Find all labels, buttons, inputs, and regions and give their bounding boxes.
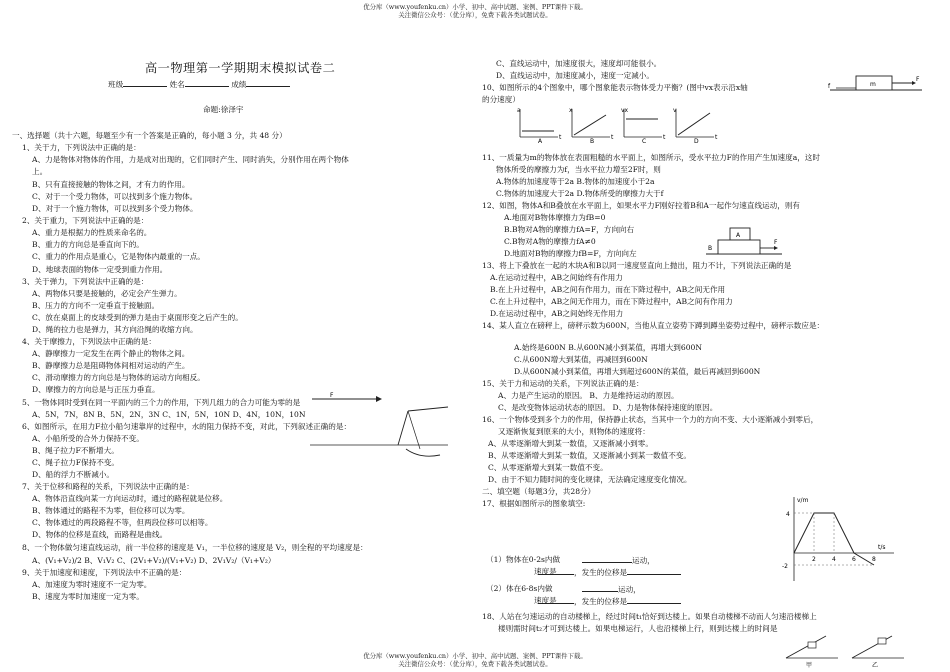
q17-disp-1: ，发生的位移是 [574,568,628,577]
left-text-line: 5、一物体同时受到在同一平面内的三个力的作用，下列几组力的合力可能为零的是 [22,398,301,407]
left-text-line: A、两物体只要是接触的，必定会产生弹力。 [32,289,182,298]
left-text-line: B、压力的方向不一定垂直于接触面。 [32,301,160,310]
name-blank [185,79,229,87]
right-text-line: 16、一个物体受到多个力的作用，保持静止状态，当其中一个力的方向不变、大小逐渐减小到零后， [482,415,819,424]
right-text-line: D.从600N减小到某值，再增大到超过600N的某值，最后再减回到600N [514,367,761,376]
q6-rope [408,411,420,449]
student-info-line [108,79,290,90]
right-text-line: D、直线运动中，加速度减小，速度一定减小。 [496,71,654,80]
right-text-line: 18、人站在匀速运动的自动楼梯上，经过时间t₁恰好到达楼上。如果自动楼梯不动而人匀速沿楼梯上 [482,612,817,621]
class-blank [123,79,167,87]
right-text-line: 速度是 [534,596,557,605]
q17-vt-graph [782,493,900,585]
right-text-line: 12、如图，物体A和B叠放在水平面上，如果水平力F刚好拉着B和A一起作匀速直线运动，则有 [482,201,801,210]
left-text-line: A、小船所受的合外力保持不变。 [32,434,144,443]
q10-b-axis: x [569,107,573,114]
q10-graph-b [569,107,614,145]
q17-ytick-neg2: -2 [782,563,788,570]
q17-xtick-4: 4 [832,556,836,563]
q18-left-label: 甲 [806,662,813,669]
left-text-line: 2、关于重力，下列说法中正确的是： [22,216,149,225]
right-text-line: C、直线运动中，加速度很大，速度却可能很小。 [496,59,662,68]
left-text-line: A、(V₁+V₂)/2 B、V₁V₂ C、(2V₁+V₂)/(V₁+V₂) D、2V₁V₂/（V₁+V₂） [32,556,276,565]
q10-d-axis: v [673,107,677,114]
left-text-line: A、物体沿直线向某一方向运动时，通过的路程就是位移。 [32,494,228,503]
header-line-2: 关注微信公众号：（优分库），免费下载各类试题试卷。 [398,11,552,20]
right-text-line: 速度是 [534,567,557,576]
left-text-line: 4、关于摩擦力，下列说法中正确的是： [22,337,156,346]
left-text-line: B、绳子拉力F不断增大。 [32,446,119,455]
right-text-line: C、是改变物体运动状态的原因。 D、力是物体保持速度的原因。 [498,403,718,412]
left-text-line: C、重力的作用点是重心，它是物体内最重的一点。 [32,252,205,261]
q6-force-label: F [330,392,334,399]
right-text-line: 物体所受的摩擦力为f，当水平拉力增至2F时，则 [496,165,661,174]
q17-motion-1: 运动， [632,556,655,565]
right-text-line: C、从零逐渐增大到某一数值不变。 [488,463,608,472]
exam-author: 命题:徐泽宇 [203,105,244,114]
left-text-line: B、只有直接接触的物体之间，才有力的作用。 [32,180,190,189]
right-text-line: 15、关于力和运动的关系，下列说法正确的是： [482,379,644,388]
q12-b-label: B [708,245,713,252]
q6-bank [398,411,408,445]
left-text-line: D、绳的拉力也是弹力，其方向沿绳的收缩方向。 [32,325,198,334]
left-text-line: A、5N，7N，8N B、5N，2N，3N C、1N，5N，10N D、4N，10N，10N [32,410,306,419]
left-text-line: B、重力的方向总是垂直向下的。 [32,240,144,249]
q10-graph-c [621,107,666,145]
left-text-line: 9、关于加速度和速度，下列说法中不正确的是： [22,568,187,577]
left-text-line: D、物体的位移是直线，而路程是曲线。 [32,530,168,539]
q12-a-label: A [736,232,741,239]
left-text-line: 8、一个物体做匀速直线运动，前一半位移的速度是 V₁，一半位移的速度是 V₂，则全程的平均速度是： [22,543,368,552]
right-text-line: A、从零逐渐增大到某一数值，又逐渐减小到零。 [488,439,653,448]
q17-blank-2 [538,567,681,578]
left-text-line: A、力是物体对物体的作用，力是成对出现的，它们同时产生、同时消失，分别作用在两个物体 [32,155,349,164]
right-text-line: C.在上升过程中，AB之间无作用力，而在下降过程中，AB之间有作用力 [490,297,733,306]
left-text-line: C、对于一个受力物体，可以找到多个施力物体。 [32,192,198,201]
right-text-line: 又逐渐恢复到原来的大小，则物体的速度将： [498,427,650,436]
q10-label-c: C [642,138,647,145]
left-text-line: C、绳子拉力F保持不变。 [32,458,120,467]
class-label: 班级 [108,80,124,89]
page-footer [0,652,950,669]
right-text-line: 13、将上下叠放在一起的木块A和B以同一速度竖直向上抛出，阻力不计，下列说法正确的是 [482,261,792,270]
q12-force-label: F [774,239,778,246]
q6-shore [408,407,448,411]
page-header [0,3,950,20]
q17-xlabel: t/s [878,544,886,551]
q17-motion-2: 运动， [618,585,641,594]
header-line-1: 优分库（www.youfenku.cn）小学、初中、高中试题、案例、PPT课件下载。 [363,3,587,11]
q17-ytick-4: 4 [786,511,790,518]
right-text-line: D、由于不知力随时间的变化规律，无法确定速度变化情况。 [488,475,692,484]
q10-d-t: t [715,134,718,141]
q17-blank-4 [538,596,681,607]
exam-title: 高一物理第一学期期末模拟试卷二 [145,61,336,75]
right-text-line: A.始终是600N B.从600N减小到某值，再增大到600N [514,343,703,352]
right-text-line: C.物体的加速度大于2a D.物体所受的摩擦力大于f [496,189,664,198]
q10-label-d: D [694,138,699,145]
right-text-line: （1）物体在0-2s内做 [486,555,561,564]
left-text-line: C、放在桌面上的皮球受到的弹力是由于桌面形变之后产生的。 [32,313,243,322]
right-text-line: C.B物对A物的摩擦力fA≠0 [504,237,596,246]
q6-force-arrow [376,396,382,402]
q10-graph-a [517,107,562,145]
q10-graphs [518,107,718,143]
right-text-line: A.地面对B物体摩擦力为fB=0 [504,213,606,222]
left-text-line: D、摩擦力的方向总是与正压力垂直。 [32,385,160,394]
right-text-line: 的分速度） [482,95,520,104]
right-text-line: B.B物对A物的摩擦力fA=F，方向向右 [504,225,635,234]
left-text-line: C、滑动摩擦力的方向总是与物体的运动方向相反。 [32,373,205,382]
right-text-line: A.在运动过程中，AB之间始终有作用力 [490,273,623,282]
q10-label-b: B [590,138,595,145]
right-text-line: B.在上升过程中，AB之间有作用力，而在下降过程中，AB之间无作用 [490,285,726,294]
q17-xtick-2: 2 [812,556,816,563]
left-text-line: D、对于一个施力物体，可以找到多个受力物体。 [32,204,198,213]
left-text-line: D、船的浮力不断减小。 [32,470,115,479]
q11-block-figure [826,66,926,96]
q12-block-b [718,240,760,254]
q11-friction-label: f [828,83,831,90]
left-text-line: B、静摩擦力总是阻碍物体间相对运动的产生。 [32,361,190,370]
left-text-line: 6、如图所示，在用力F拉小船匀速靠岸的过程中，水的阻力保持不变，对此，下列叙述正确的是： [22,422,352,431]
q11-block-label: m [870,81,876,88]
footer-line-1: 优分库（www.youfenku.cn）小学、初中、高中试题、案例、PPT课件下载。 [363,652,587,660]
score-label: 成绩 [231,80,247,89]
left-text-line: 3、关于弹力，下列说法中正确的是： [22,277,149,286]
left-text-line: 1、关于力，下列说法中正确的是： [22,143,141,152]
q6-boat-figure [310,393,450,463]
q12-stack-figure [706,218,786,258]
q17-disp-2: ，发生的位移是 [574,597,628,606]
left-text-line: D、地球表面的物体一定受到重力作用。 [32,265,168,274]
right-text-line: （2）体在6-8s内做 [486,584,553,593]
q6-boat [406,449,440,456]
right-text-line: 楼则需时间t₂才可到达楼上。如果电梯运行，人也沿楼梯上行，则到达楼上的时间是 [498,624,778,633]
right-text-line: 17、根据如图所示的图象填空: [482,499,586,508]
right-text-line: A.物体的加速度等于2a B.物体的加速度小于2a [496,177,655,186]
right-text-line: 14、某人直立在磅秤上，磅秤示数为600N，当他从直立姿势下蹲到蹲坐姿势过程中，磅秤示数应是： [482,321,825,330]
q10-b-t: t [611,134,614,141]
left-text-line: C、物体通过的两段路程不等，但两段位移可以相等。 [32,518,213,527]
q10-c-t: t [663,134,666,141]
q10-a-axis: a [517,107,521,114]
right-text-line: A、力是产生运动的原因。 B、力是维持运动的原因。 [498,391,679,400]
left-text-line: B、速度为零时加速度一定为零。 [32,592,144,601]
q10-graph-d [673,107,718,145]
q17-xtick-8: 8 [872,556,876,563]
right-text-line: 11、一质量为m的物体放在表面粗糙的水平面上，如图所示，受水平拉力F的作用产生加速度a，这时 [482,153,820,162]
q10-c-axis: vx [621,107,629,114]
right-text-line: C.从600N增大到某值，再减回到600N [514,355,648,364]
right-text-line: 二、填空题（每题3分，共28分） [482,487,596,496]
left-text-line: A、重力是根据力的性质来命名的。 [32,228,152,237]
q10-a-t: t [559,134,562,141]
name-label: 姓名 [169,80,185,89]
q17-ylabel: v/m [797,497,809,504]
q10-label-a: A [538,138,543,145]
left-text-line: 一、选择题（共十六题，每题至少有一个答案是正确的，每小题 3 分，共 48 分） [12,131,287,140]
footer-line-2: 关注微信公众号：（优分库），免费下载各类试题试卷。 [398,660,552,669]
left-text-line: 7、关于位移和路程的关系，下列说法中正确的是： [22,482,194,491]
right-text-line: 10、如图所示的4个图象中，哪个图象能表示物体受力平衡？(图中vx表示沿x轴 [482,83,748,92]
right-text-line: D.在运动过程中，AB之间始终无作用力 [490,309,624,318]
q17-xtick-6: 6 [852,556,856,563]
left-text-line: A、加速度为零时速度不一定为零。 [32,580,152,589]
q18-right-label: 乙 [872,662,879,669]
q17-blank-3 [582,584,641,595]
left-text-line: B、物体通过的路程不为零，但位移可以为零。 [32,506,190,515]
score-blank [246,79,290,87]
q17-blank-1 [582,555,655,566]
right-text-line: D.地面对B物的摩擦力fB=F，方向向左 [504,249,637,258]
left-text-line: A、静摩擦力一定发生在两个静止的物体之间。 [32,349,190,358]
q11-force-label: F [916,76,920,83]
right-text-line: B、从零逐渐增大到某一数值，又逐渐减小到某一数值不变。 [488,451,692,460]
left-text-line: 上。 [32,167,48,176]
